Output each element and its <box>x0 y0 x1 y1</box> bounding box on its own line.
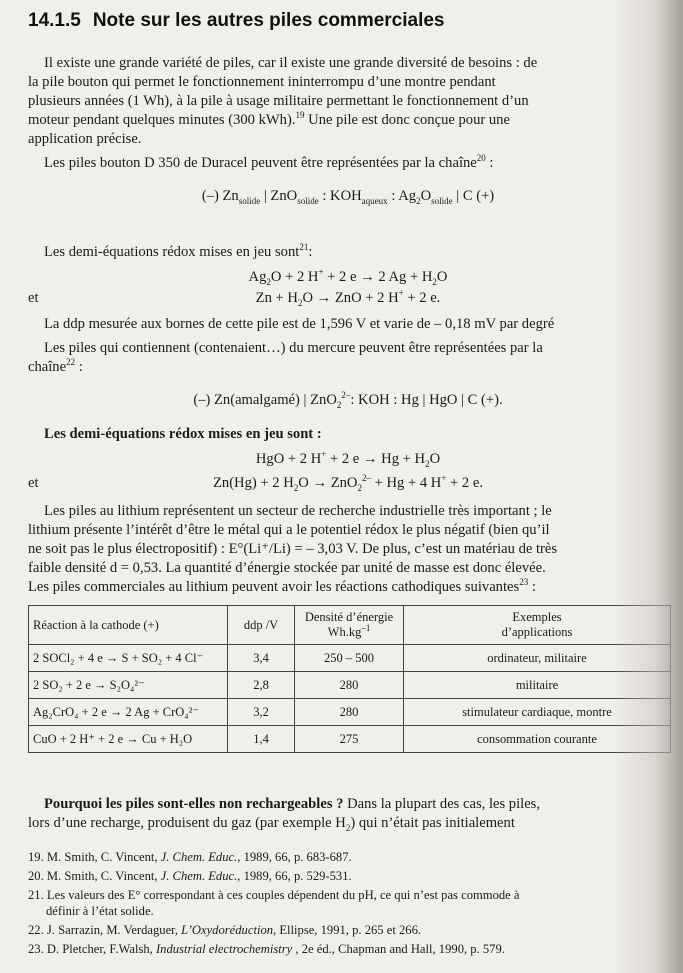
footnote-ref-22: 22 <box>66 357 76 368</box>
demi-line: Les demi-équations rédox mises en jeu sont$^{21}$: <box>44 242 313 260</box>
footnote-ref: , 2e éd., Chapman and Hall, 1990, p. 579. <box>292 942 505 956</box>
footnote-21 <box>28 888 520 903</box>
equation-2 <box>28 290 668 307</box>
footnote-text: M. Smith, C. Vincent, <box>46 869 161 883</box>
et-label-1: et <box>28 290 39 306</box>
table-row <box>29 699 671 726</box>
demi-text: Les demi-équations rédox mises en jeu sont <box>44 244 300 260</box>
chain1-b: | ZnO <box>260 188 298 204</box>
lithium-line-4: faible densité d = 0,53. La quantité d’énergie stockée par unité de masse est donc élevée. <box>28 560 546 576</box>
intro-line-4 <box>28 111 510 130</box>
footnote-text: M. Smith, C. Vincent, <box>46 850 161 864</box>
chain1-d2: O <box>420 188 432 204</box>
eq1-a: Ag <box>248 269 267 285</box>
et-label-2: et <box>28 475 39 491</box>
table-header-row <box>29 606 671 645</box>
eq1-sub2: 2 <box>432 276 437 287</box>
eq4-a: Zn(Hg) + 2 H <box>212 475 294 491</box>
footnote-number: 23. <box>28 942 44 956</box>
eq2-b: O → ZnO + 2 H <box>302 290 399 306</box>
equation-1 <box>28 269 668 286</box>
cell-density: 275 <box>295 726 404 753</box>
chain2-a: (–) Zn(amalgamé) | ZnO <box>193 392 337 408</box>
eq3-b: + 2 e → Hg + H <box>326 451 426 467</box>
footnote-19 <box>28 850 352 865</box>
rechargeable-line-2 <box>28 814 515 833</box>
rechargeable-line-2b: ) qui n’était pas initialement <box>350 815 515 831</box>
footnote-ref: , 1989, 66, p. 529-531. <box>237 869 352 883</box>
eq1-sub1: 2 <box>266 276 271 287</box>
eq1-c: + 2 e → 2 Ag + H <box>323 269 433 285</box>
eq4-c: + Hg + 4 H <box>370 475 442 491</box>
eq1-b: O + 2 H <box>270 269 319 285</box>
duracel-line: Les piles bouton D 350 de Duracel peuvent être représentées par la chaîne$^{20}$ : <box>44 153 494 171</box>
cell-example: ordinateur, militaire <box>404 645 671 672</box>
chain1-a: (–) Zn <box>201 188 239 204</box>
lithium-cathode-table <box>28 605 671 753</box>
mercure-line-2-text: chaîne <box>28 359 67 375</box>
eq4-sup1: 2– <box>361 473 371 484</box>
section-title: Note sur les autres piles commerciales <box>92 10 445 31</box>
intro-line-3: plusieurs années (1 Wh), à la pile à usage militaire permettant le fonctionnement d’un <box>28 93 529 109</box>
chain1-d-sub: solide <box>431 195 453 206</box>
footnote-ref-19: 19 <box>295 110 305 121</box>
header-reaction: Réaction à la cathode (+) <box>29 606 228 645</box>
footnote-book: Industrial electrochemistry <box>155 942 293 956</box>
cell-ddp: 3,4 <box>228 645 295 672</box>
eq4-b: O → ZnO <box>298 475 358 491</box>
chain-mercure <box>28 392 668 409</box>
duracel-text: Les piles bouton D 350 de Duracel peuvent être représentées par la chaîne <box>44 155 477 171</box>
eq3-sup: + <box>321 449 327 460</box>
chain-duracel <box>28 188 668 205</box>
cell-density: 280 <box>295 699 404 726</box>
cell-reaction: Ag₂CrO₄ + 2 e → 2 Ag + CrO₄²⁻ <box>29 699 228 726</box>
footnote-number: 19. <box>28 850 44 864</box>
eq4-sub1: 2 <box>293 482 299 493</box>
cell-ddp: 2,8 <box>228 672 295 699</box>
section-number: 14.1.5 <box>28 10 81 31</box>
table-row <box>29 672 671 699</box>
chain2-sup: 2– <box>341 390 351 401</box>
header-examples-l2: d’applications <box>501 625 573 639</box>
intro-line-1: Il existe une grande variété de piles, car il existe une grande diversité de besoins : de <box>44 55 538 71</box>
eq2-sub: 2 <box>297 297 303 308</box>
cell-example: stimulateur cardiaque, montre <box>404 699 671 726</box>
eq2-c: + 2 e. <box>403 290 441 306</box>
chain1-c: : KOH <box>318 188 362 204</box>
footnote-number: 21. <box>28 888 44 902</box>
chain1-a-sub: solide <box>238 195 261 206</box>
header-density-l1: Densité d’énergie <box>304 610 394 624</box>
footnote-20 <box>28 869 352 884</box>
footnote-text: D. Pletcher, F.Walsh, <box>46 942 156 956</box>
footnote-number: 22. <box>28 923 44 937</box>
cell-ddp: 3,2 <box>228 699 295 726</box>
section-heading <box>28 10 445 32</box>
chain1-b-sub: solide <box>297 195 319 206</box>
footnote-ref: , Ellipse, 1991, p. 265 et 266. <box>273 923 422 937</box>
footnote-23 <box>28 942 505 957</box>
eq1-d: O <box>436 269 448 285</box>
cell-reaction: 2 SOCl₂ + 4 e → S + SO₂ + 4 Cl⁻ <box>29 645 228 672</box>
header-density-l2: Wh.kg <box>327 625 362 639</box>
intro-line-5: application précise. <box>28 131 142 147</box>
eq1-sup: + <box>318 267 324 278</box>
eq2-sup: + <box>398 288 404 299</box>
chain1-d: : Ag <box>387 188 417 204</box>
equation-3 <box>28 451 668 468</box>
eq4-d: + 2 e. <box>446 475 484 491</box>
rechargeable-sub: 2 <box>345 822 351 833</box>
footnote-22 <box>28 923 421 938</box>
eq2-a: Zn + H <box>255 290 298 306</box>
footnote-text: J. Sarrazin, M. Verdaguer, <box>46 923 182 937</box>
eq3-c: O <box>429 451 441 467</box>
rechargeable-line-1 <box>28 795 540 814</box>
footnote-ref-23: 23 <box>519 577 529 588</box>
table-row <box>29 645 671 672</box>
rechargeable-rest: Dans la plupart des cas, les piles, <box>343 796 541 812</box>
cell-ddp: 1,4 <box>228 726 295 753</box>
lithium-line-5: Les piles commerciales au lithium peuvent avoir les réactions cathodiques suivantes$^{23}$ : <box>28 577 536 595</box>
footnote-journal: J. Chem. Educ. <box>160 850 238 864</box>
cell-reaction: 2 SO₂ + 2 e → S₂O₄²⁻ <box>29 672 228 699</box>
eq4-sub2: 2 <box>357 482 362 493</box>
cell-density: 280 <box>295 672 404 699</box>
chain1-d-sub2: 2 <box>416 195 421 206</box>
chain1-e: | C (+) <box>452 188 495 204</box>
footnote-ref-20: 20 <box>476 153 486 164</box>
footnote-ref-21: 21 <box>299 242 309 253</box>
table-row <box>29 726 671 753</box>
footnote-text: Les valeurs des E° correspondant à ces couples dépendent du pH, ce qui n’est pas commode à <box>46 888 520 902</box>
intro-line-2: la pile bouton qui permet le fonctionnement ininterrompu d’une montre pendant <box>28 74 496 90</box>
lithium-line-3: ne soit pas le plus électropositif) : E°(Li⁺/Li) = – 3,03 V. De plus, c’est un matériau de très <box>28 541 558 557</box>
rechargeable-line-2a: lors d’une recharge, produisent du gaz (par exemple H <box>28 815 346 831</box>
header-examples-l1: Exemples <box>512 610 562 624</box>
footnote-number: 20. <box>28 869 44 883</box>
mercure-line-1: Les piles qui contiennent (contenaient…) du mercure peuvent être représentées par la <box>44 340 543 356</box>
footnote-journal: J. Chem. Educ. <box>160 869 238 883</box>
intro-line-4-tail: Une pile est donc conçue pour une <box>304 112 510 128</box>
ddp-line: La ddp mesurée aux bornes de cette pile est de 1,596 V et varie de – 0,18 mV par degré <box>44 316 555 332</box>
eq3-a: HgO + 2 H <box>255 451 322 467</box>
eq4-sup2: + <box>441 473 447 484</box>
eq3-sub: 2 <box>425 458 430 469</box>
intro-line-4-text: moteur pendant quelques minutes (300 kWh). <box>28 112 296 128</box>
lithium-line-5-text: Les piles commerciales au lithium peuvent avoir les réactions cathodiques suivantes <box>28 579 520 595</box>
demi-bold-line: Les demi-équations rédox mises en jeu sont : <box>44 426 322 442</box>
cell-reaction: CuO + 2 H⁺ + 2 e → Cu + H₂O <box>29 726 228 753</box>
cell-example: militaire <box>404 672 671 699</box>
footnote-book: L’Oxydoréduction <box>181 923 274 937</box>
header-ddp: ddp /V <box>228 606 295 645</box>
chain1-c-sub: aqueux <box>361 195 388 206</box>
chain2-b: : KOH : Hg | HgO | C (+). <box>350 392 503 408</box>
equation-4 <box>28 475 668 492</box>
rechargeable-question: Pourquoi les piles sont-elles non rechargeables ? <box>44 796 344 812</box>
footnote-21-cont: définir à l’état solide. <box>46 904 154 918</box>
cell-density: 250 – 500 <box>295 645 404 672</box>
cell-example: consommation courante <box>404 726 671 753</box>
footnote-ref: , 1989, 66, p. 683-687. <box>237 850 352 864</box>
header-examples <box>404 606 671 645</box>
lithium-line-1: Les piles au lithium représentent un secteur de recherche industrielle très important ; le <box>44 503 552 519</box>
chain2-sub: 2 <box>336 399 342 410</box>
mercure-line-2: chaîne$^{22}$ : <box>28 357 83 375</box>
header-density-sup: –1 <box>361 622 371 633</box>
header-density <box>295 606 404 645</box>
lithium-line-2: lithium présente l’intérêt d’être le métal qui a le potentiel rédox le plus négatif (bien qu’il <box>28 522 550 538</box>
